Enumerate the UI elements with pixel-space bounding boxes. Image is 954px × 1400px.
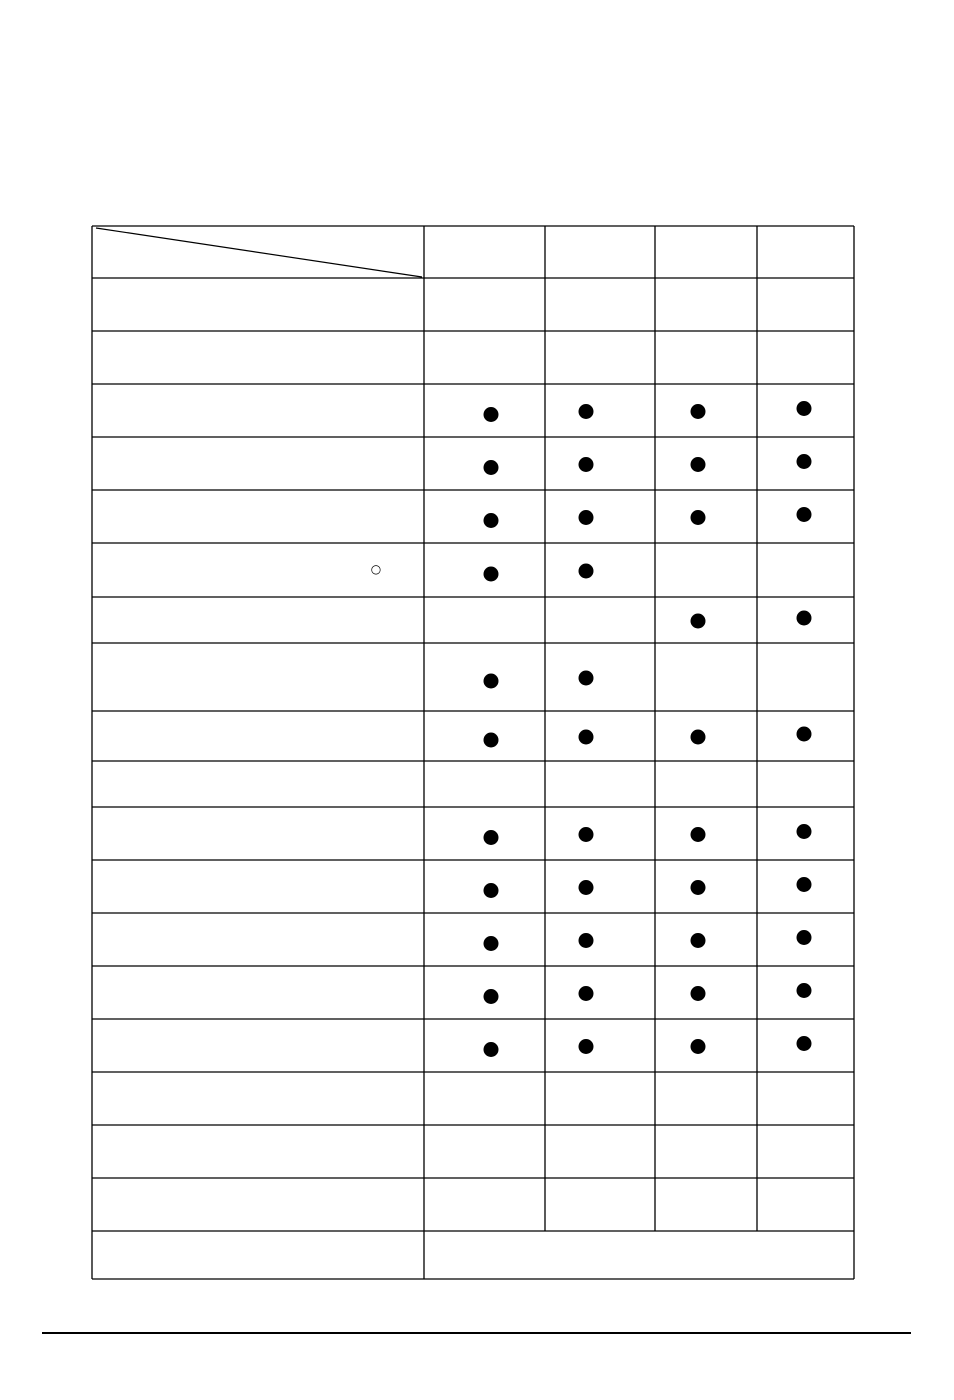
mark-dot	[484, 883, 499, 898]
mark-dot	[579, 880, 594, 895]
mark-dot	[797, 727, 812, 742]
header-diagonal	[96, 228, 422, 277]
mark-dot	[691, 986, 706, 1001]
mark-dot	[691, 457, 706, 472]
mark-dot	[691, 1039, 706, 1054]
mark-dot	[579, 564, 594, 579]
mark-dot	[484, 733, 499, 748]
mark-dot	[691, 510, 706, 525]
mark-dot	[797, 454, 812, 469]
footer-rule	[42, 1332, 911, 1334]
table-grid	[92, 226, 854, 1279]
mark-dot	[579, 510, 594, 525]
mark-dot	[579, 457, 594, 472]
mark-dot	[691, 933, 706, 948]
row-label-symbol: ○	[370, 562, 382, 576]
mark-dot	[797, 401, 812, 416]
mark-dot	[579, 404, 594, 419]
mark-dot	[691, 404, 706, 419]
mark-dot	[579, 933, 594, 948]
mark-dot	[484, 407, 499, 422]
mark-dot	[797, 877, 812, 892]
mark-dot	[691, 730, 706, 745]
mark-dot	[579, 730, 594, 745]
mark-dot	[691, 614, 706, 629]
mark-dot	[579, 671, 594, 686]
mark-dot	[797, 1036, 812, 1051]
mark-dot	[484, 936, 499, 951]
mark-dot	[484, 513, 499, 528]
mark-dot	[484, 460, 499, 475]
mark-dot	[484, 830, 499, 845]
mark-dot	[484, 674, 499, 689]
mark-dot	[484, 1042, 499, 1057]
table-marks	[484, 401, 812, 1057]
mark-dot	[691, 827, 706, 842]
mark-dot	[579, 986, 594, 1001]
mark-dot	[484, 989, 499, 1004]
mark-dot	[797, 983, 812, 998]
mark-dot	[691, 880, 706, 895]
mark-dot	[797, 824, 812, 839]
mark-dot	[797, 930, 812, 945]
mark-dot	[579, 1039, 594, 1054]
table-labels	[371, 562, 381, 576]
mark-dot	[797, 611, 812, 626]
mark-dot	[579, 827, 594, 842]
mark-dot	[797, 507, 812, 522]
mark-dot	[484, 567, 499, 582]
